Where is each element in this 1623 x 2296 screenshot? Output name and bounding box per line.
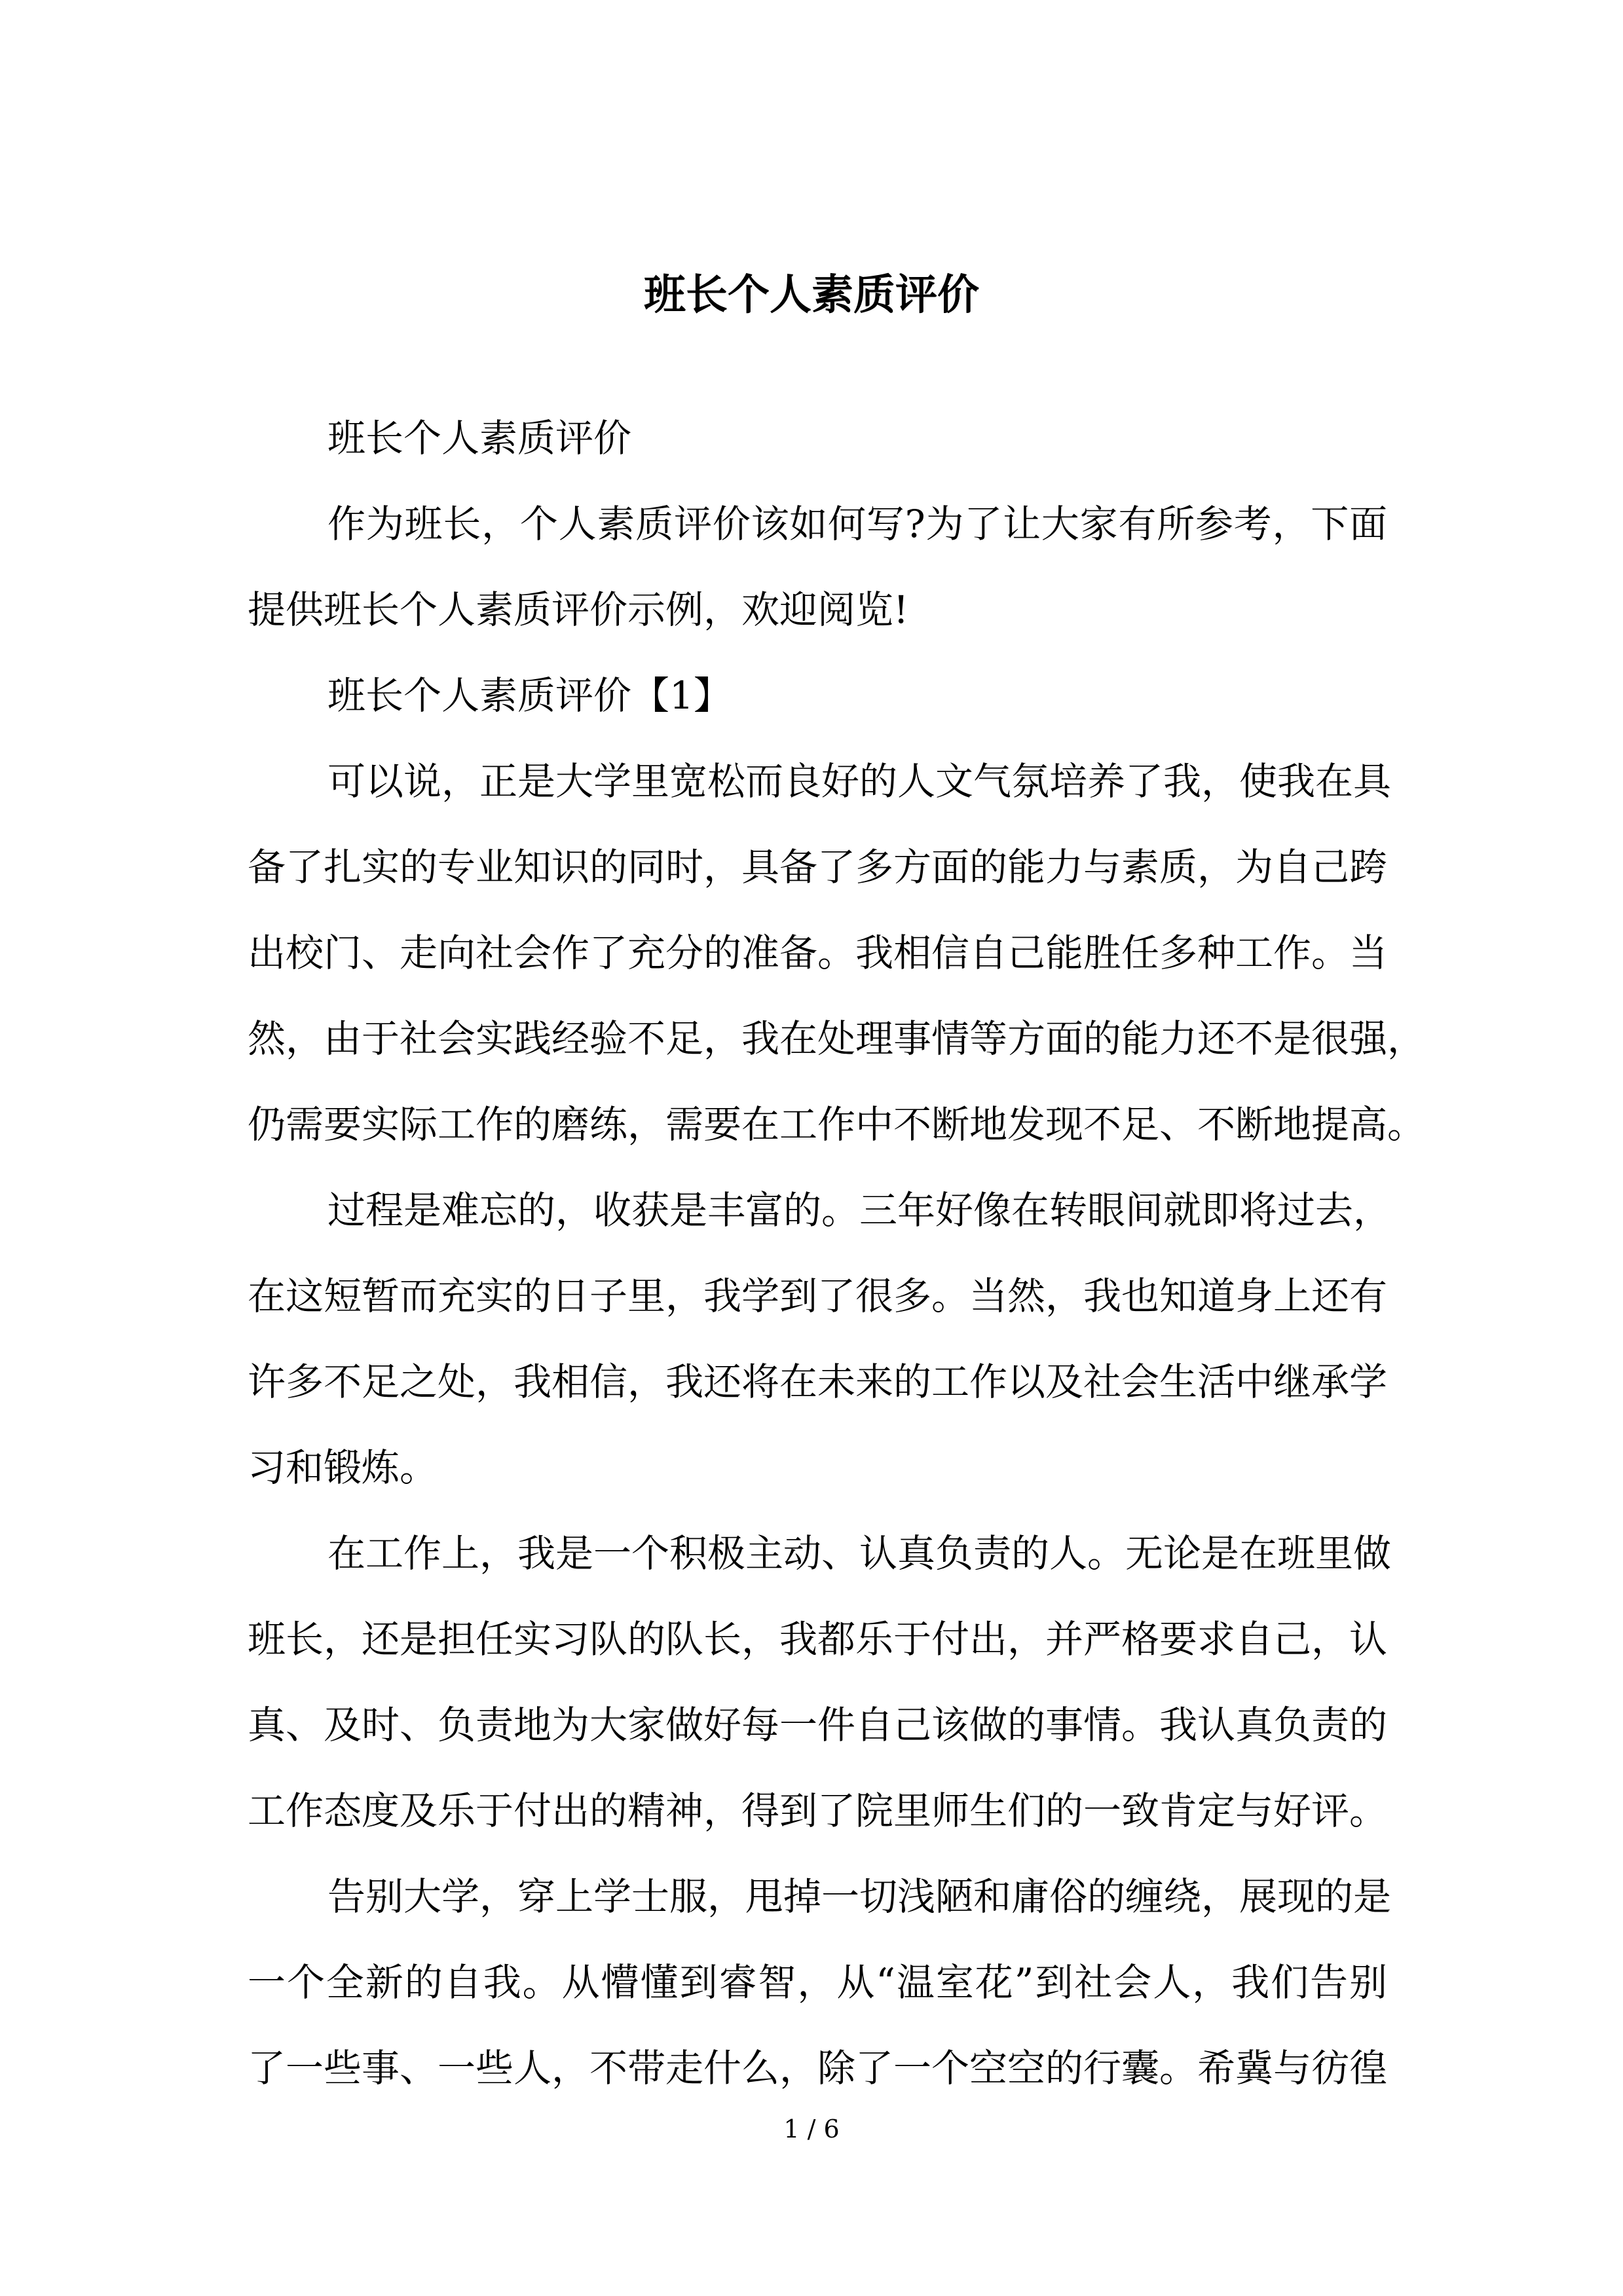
document-body <box>248 396 1426 2111</box>
paragraph <box>248 1854 1392 2111</box>
text-line: 班长个人素质评价 <box>327 416 632 460</box>
text-line: 班长个人素质评价【1】 <box>327 673 732 718</box>
text-line: 告别大学，穿上学士服，甩掉一切浅陋和庸俗的缠绕，展现的是 <box>327 1874 1392 1919</box>
text-line: 班长，还是担任实习队的队长，我都乐于付出，并严格要求自己，认 <box>248 1617 1388 1661</box>
text-line: 许多不足之处，我相信，我还将在未来的工作以及社会生活中继承学 <box>248 1360 1388 1404</box>
text-line: 备了扎实的专业知识的同时，具备了多方面的能力与素质，为自己跨 <box>248 845 1388 889</box>
paragraph <box>248 1511 1392 1854</box>
text-line: 习和锻炼。 <box>248 1445 438 1490</box>
text-line: 可以说，正是大学里宽松而良好的人文气氛培养了我，使我在具 <box>327 759 1392 804</box>
text-line: 提供班长个人素质评价示例，欢迎阅览! <box>248 587 909 632</box>
text-line: 出校门、走向社会作了充分的准备。我相信自己能胜任多种工作。当 <box>248 931 1388 975</box>
text-line: 真、及时、负责地为大家做好每一件自己该做的事情。我认真负责的 <box>248 1703 1388 1747</box>
text-line: 过程是难忘的，收获是丰富的。三年好像在转眼间就即将过去， <box>327 1188 1392 1232</box>
text-line: 在工作上，我是一个积极主动、认真负责的人。无论是在班里做 <box>327 1531 1392 1576</box>
text-line: 然，由于社会实践经验不足，我在处理事情等方面的能力还不是很强， <box>248 1016 1426 1061</box>
text-line: 作为班长，个人素质评价该如何写?为了让大家有所参考，下面 <box>327 502 1387 546</box>
paragraph <box>248 481 1387 653</box>
paragraph <box>248 653 1387 739</box>
text-line: 了一些事、一些人，不带走什么，除了一个空空的行囊。希冀与彷徨 <box>248 2046 1388 2090</box>
page-number: 1 / 6 <box>783 2115 840 2143</box>
text-line: 工作态度及乐于付出的精神，得到了院里师生们的一致肯定与好评。 <box>248 1788 1388 1833</box>
paragraph <box>248 739 1426 1168</box>
text-line: 仍需要实际工作的磨练，需要在工作中不断地发现不足、不断地提高。 <box>248 1102 1426 1147</box>
text-line: 一个全新的自我。从懵懂到睿智，从“温室花”到社会人，我们告别 <box>248 1960 1387 2005</box>
paragraph <box>248 396 1387 481</box>
text-line: 在这短暂而充实的日子里，我学到了很多。当然，我也知道身上还有 <box>248 1274 1388 1318</box>
document-title: 班长个人素质评价 <box>644 270 979 320</box>
paragraph <box>248 1168 1392 1511</box>
